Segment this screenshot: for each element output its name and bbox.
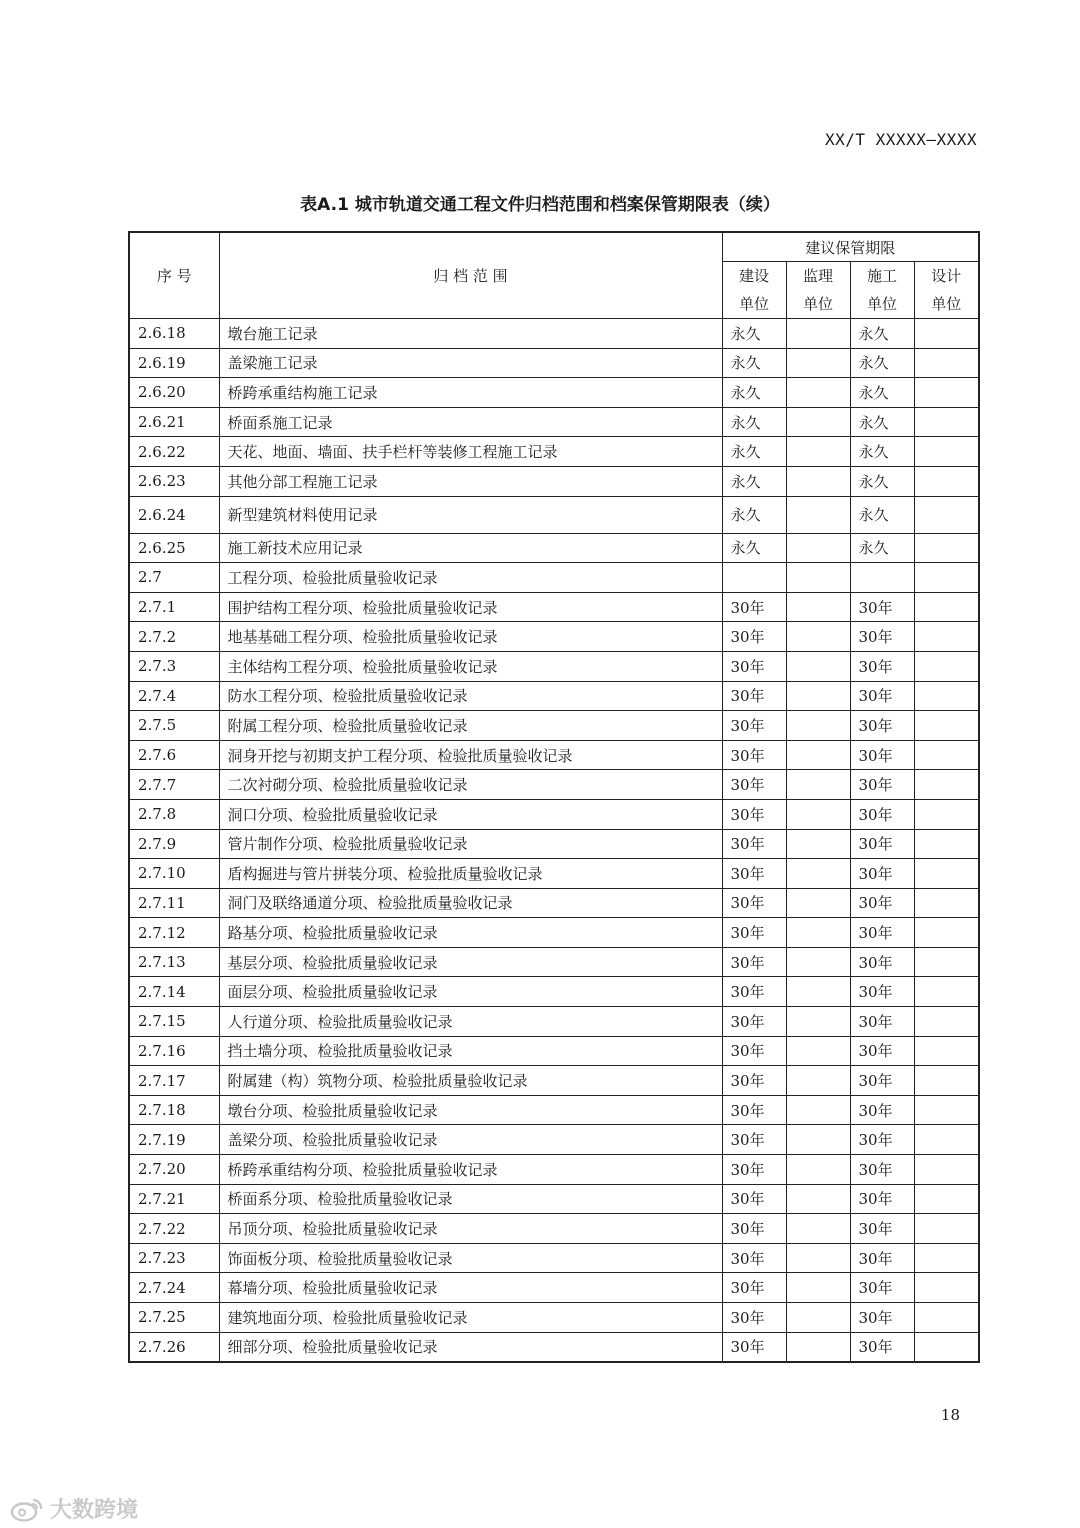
cell-supervision-unit <box>786 1184 850 1214</box>
cell-supervision-unit <box>786 829 850 859</box>
table-row <box>129 711 979 741</box>
cell-supervision-unit <box>786 1066 850 1096</box>
cell-number: 2.7.11 <box>129 888 219 918</box>
cell-scope: 主体结构工程分项、检验批质量验收记录 <box>219 651 722 681</box>
cell-supervision-unit <box>786 681 850 711</box>
cell-scope: 幕墙分项、检验批质量验收记录 <box>219 1273 722 1303</box>
cell-number: 2.7.7 <box>129 770 219 800</box>
cell-design-unit <box>914 1125 979 1155</box>
table-row <box>129 348 979 378</box>
table-row <box>129 533 979 563</box>
cell-supervision-unit <box>786 651 850 681</box>
cell-design-unit <box>914 466 979 496</box>
cell-contractor-unit: 30年 <box>850 1155 914 1185</box>
cell-scope: 洞身开挖与初期支护工程分项、检验批质量验收记录 <box>219 740 722 770</box>
cell-construction-unit: 永久 <box>722 466 786 496</box>
cell-scope: 附属建（构）筑物分项、检验批质量验收记录 <box>219 1066 722 1096</box>
table-row <box>129 799 979 829</box>
cell-design-unit <box>914 711 979 741</box>
cell-supervision-unit <box>786 496 850 533</box>
cell-contractor-unit: 30年 <box>850 740 914 770</box>
cell-scope: 墩台施工记录 <box>219 319 722 349</box>
column-group-retention-period: 建议保管期限 <box>722 232 979 262</box>
cell-design-unit <box>914 319 979 349</box>
column-header-contractor-unit: 施工 单位 <box>850 262 914 319</box>
cell-scope: 施工新技术应用记录 <box>219 533 722 563</box>
cell-scope: 桥跨承重结构分项、检验批质量验收记录 <box>219 1155 722 1185</box>
table-row <box>129 1303 979 1333</box>
cell-scope: 二次衬砌分项、检验批质量验收记录 <box>219 770 722 800</box>
cell-contractor-unit: 永久 <box>850 466 914 496</box>
cell-construction-unit: 30年 <box>722 770 786 800</box>
table-row <box>129 563 979 593</box>
cell-number: 2.6.25 <box>129 533 219 563</box>
cell-construction-unit: 30年 <box>722 1214 786 1244</box>
table-row <box>129 496 979 533</box>
cell-scope: 挡土墙分项、检验批质量验收记录 <box>219 1036 722 1066</box>
cell-contractor-unit: 30年 <box>850 1184 914 1214</box>
cell-number: 2.7.15 <box>129 1007 219 1037</box>
cell-design-unit <box>914 918 979 948</box>
cell-design-unit <box>914 563 979 593</box>
cell-design-unit <box>914 1243 979 1273</box>
cell-number: 2.6.18 <box>129 319 219 349</box>
cell-number: 2.7.20 <box>129 1155 219 1185</box>
cell-contractor-unit: 30年 <box>850 1125 914 1155</box>
cell-design-unit <box>914 1007 979 1037</box>
cell-number: 2.7.1 <box>129 592 219 622</box>
cell-contractor-unit: 30年 <box>850 592 914 622</box>
cell-number: 2.7.8 <box>129 799 219 829</box>
cell-supervision-unit <box>786 563 850 593</box>
cell-design-unit <box>914 437 979 467</box>
cell-contractor-unit: 永久 <box>850 533 914 563</box>
table-row <box>129 740 979 770</box>
cell-contractor-unit: 30年 <box>850 1036 914 1066</box>
cell-number: 2.6.20 <box>129 378 219 408</box>
cell-construction-unit: 永久 <box>722 533 786 563</box>
page-number: 18 <box>940 1406 960 1424</box>
cell-supervision-unit <box>786 622 850 652</box>
cell-number: 2.7 <box>129 563 219 593</box>
cell-contractor-unit: 30年 <box>850 1095 914 1125</box>
cell-scope: 盖梁施工记录 <box>219 348 722 378</box>
cell-supervision-unit <box>786 711 850 741</box>
cell-design-unit <box>914 1273 979 1303</box>
table-row <box>129 1214 979 1244</box>
cell-construction-unit: 30年 <box>722 859 786 889</box>
cell-number: 2.7.19 <box>129 1125 219 1155</box>
cell-construction-unit: 永久 <box>722 378 786 408</box>
cell-supervision-unit <box>786 1303 850 1333</box>
cell-supervision-unit <box>786 947 850 977</box>
cell-design-unit <box>914 651 979 681</box>
watermark-text: 大数跨境 <box>50 1498 139 1523</box>
table-row <box>129 1007 979 1037</box>
cell-supervision-unit <box>786 1243 850 1273</box>
cell-construction-unit: 30年 <box>722 977 786 1007</box>
cell-design-unit <box>914 622 979 652</box>
cell-construction-unit: 30年 <box>722 799 786 829</box>
cell-contractor-unit: 30年 <box>850 770 914 800</box>
cell-construction-unit: 30年 <box>722 711 786 741</box>
cell-contractor-unit: 30年 <box>850 799 914 829</box>
cell-number: 2.7.9 <box>129 829 219 859</box>
cell-supervision-unit <box>786 1095 850 1125</box>
cell-contractor-unit: 永久 <box>850 496 914 533</box>
cell-supervision-unit <box>786 1155 850 1185</box>
cell-construction-unit: 30年 <box>722 651 786 681</box>
cell-supervision-unit <box>786 437 850 467</box>
cell-construction-unit: 永久 <box>722 437 786 467</box>
cell-construction-unit: 永久 <box>722 496 786 533</box>
cell-supervision-unit <box>786 1332 850 1362</box>
cell-construction-unit: 30年 <box>722 1332 786 1362</box>
cell-design-unit <box>914 1214 979 1244</box>
table-title: 表A.1 城市轨道交通工程文件归档范围和档案保管期限表（续） <box>300 195 780 215</box>
cell-design-unit <box>914 1066 979 1096</box>
cell-number: 2.6.19 <box>129 348 219 378</box>
cell-scope: 桥跨承重结构施工记录 <box>219 378 722 408</box>
cell-design-unit <box>914 378 979 408</box>
cell-number: 2.7.26 <box>129 1332 219 1362</box>
cell-construction-unit: 永久 <box>722 407 786 437</box>
cell-supervision-unit <box>786 1125 850 1155</box>
cell-scope: 附属工程分项、检验批质量验收记录 <box>219 711 722 741</box>
cell-design-unit <box>914 592 979 622</box>
cell-design-unit <box>914 1095 979 1125</box>
cell-contractor-unit: 30年 <box>850 681 914 711</box>
cell-supervision-unit <box>786 1036 850 1066</box>
column-header-design-unit: 设计 单位 <box>914 262 979 319</box>
cell-construction-unit: 30年 <box>722 1095 786 1125</box>
cell-construction-unit: 30年 <box>722 1125 786 1155</box>
table-row <box>129 592 979 622</box>
table-row <box>129 1066 979 1096</box>
cell-design-unit <box>914 740 979 770</box>
cell-contractor-unit: 30年 <box>850 859 914 889</box>
cell-contractor-unit: 永久 <box>850 378 914 408</box>
table-row <box>129 1155 979 1185</box>
cell-number: 2.7.12 <box>129 918 219 948</box>
cell-supervision-unit <box>786 859 850 889</box>
cell-contractor-unit: 30年 <box>850 1332 914 1362</box>
cell-number: 2.6.24 <box>129 496 219 533</box>
cell-design-unit <box>914 829 979 859</box>
cell-contractor-unit: 30年 <box>850 888 914 918</box>
table-row <box>129 977 979 1007</box>
cell-number: 2.7.16 <box>129 1036 219 1066</box>
cell-construction-unit: 30年 <box>722 918 786 948</box>
cell-construction-unit: 30年 <box>722 1066 786 1096</box>
cell-contractor-unit: 30年 <box>850 622 914 652</box>
cell-construction-unit: 30年 <box>722 947 786 977</box>
cell-design-unit <box>914 533 979 563</box>
cell-contractor-unit: 30年 <box>850 977 914 1007</box>
cell-design-unit <box>914 1036 979 1066</box>
cell-number: 2.7.2 <box>129 622 219 652</box>
cell-design-unit <box>914 770 979 800</box>
cell-design-unit <box>914 681 979 711</box>
cell-construction-unit: 30年 <box>722 1036 786 1066</box>
cell-construction-unit: 30年 <box>722 1303 786 1333</box>
cell-construction-unit: 30年 <box>722 622 786 652</box>
cell-scope: 桥面系分项、检验批质量验收记录 <box>219 1184 722 1214</box>
cell-contractor-unit: 30年 <box>850 947 914 977</box>
cell-construction-unit: 30年 <box>722 1184 786 1214</box>
cell-scope: 盖梁分项、检验批质量验收记录 <box>219 1125 722 1155</box>
table-row <box>129 1243 979 1273</box>
cell-contractor-unit: 永久 <box>850 348 914 378</box>
cell-scope: 地基基础工程分项、检验批质量验收记录 <box>219 622 722 652</box>
cell-supervision-unit <box>786 592 850 622</box>
cell-design-unit <box>914 407 979 437</box>
table-row <box>129 1273 979 1303</box>
cell-contractor-unit: 30年 <box>850 1066 914 1096</box>
cell-supervision-unit <box>786 466 850 496</box>
table-row <box>129 378 979 408</box>
cell-scope: 基层分项、检验批质量验收记录 <box>219 947 722 977</box>
cell-scope: 洞口分项、检验批质量验收记录 <box>219 799 722 829</box>
cell-number: 2.7.14 <box>129 977 219 1007</box>
cell-scope: 工程分项、检验批质量验收记录 <box>219 563 722 593</box>
cell-supervision-unit <box>786 799 850 829</box>
cell-scope: 吊顶分项、检验批质量验收记录 <box>219 1214 722 1244</box>
cell-contractor-unit: 30年 <box>850 1007 914 1037</box>
cell-design-unit <box>914 1303 979 1333</box>
cell-construction-unit: 30年 <box>722 829 786 859</box>
table-row <box>129 407 979 437</box>
cell-number: 2.7.22 <box>129 1214 219 1244</box>
cell-supervision-unit <box>786 533 850 563</box>
cell-scope: 路基分项、检验批质量验收记录 <box>219 918 722 948</box>
cell-construction-unit: 30年 <box>722 681 786 711</box>
cell-contractor-unit: 30年 <box>850 829 914 859</box>
cell-number: 2.7.5 <box>129 711 219 741</box>
cell-number: 2.7.25 <box>129 1303 219 1333</box>
cell-supervision-unit <box>786 319 850 349</box>
cell-scope: 天花、地面、墙面、扶手栏杆等装修工程施工记录 <box>219 437 722 467</box>
cell-design-unit <box>914 348 979 378</box>
cell-construction-unit: 永久 <box>722 319 786 349</box>
cell-scope: 洞门及联络通道分项、检验批质量验收记录 <box>219 888 722 918</box>
cell-design-unit <box>914 947 979 977</box>
table-row <box>129 622 979 652</box>
table-body <box>129 319 979 1363</box>
table-row <box>129 1184 979 1214</box>
table-row <box>129 319 979 349</box>
column-header-number: 序 号 <box>129 232 219 319</box>
cell-number: 2.7.3 <box>129 651 219 681</box>
cell-design-unit <box>914 799 979 829</box>
cell-scope: 防水工程分项、检验批质量验收记录 <box>219 681 722 711</box>
cell-number: 2.7.10 <box>129 859 219 889</box>
cell-supervision-unit <box>786 740 850 770</box>
cell-scope: 面层分项、检验批质量验收记录 <box>219 977 722 1007</box>
table-row <box>129 1125 979 1155</box>
cell-design-unit <box>914 888 979 918</box>
cell-contractor-unit: 30年 <box>850 651 914 681</box>
column-header-construction-unit: 建设 单位 <box>722 262 786 319</box>
cell-design-unit <box>914 859 979 889</box>
cell-design-unit <box>914 1184 979 1214</box>
cell-scope: 细部分项、检验批质量验收记录 <box>219 1332 722 1362</box>
table-row <box>129 1036 979 1066</box>
table-row <box>129 651 979 681</box>
cell-contractor-unit: 30年 <box>850 1214 914 1244</box>
cell-number: 2.6.21 <box>129 407 219 437</box>
cell-number: 2.7.17 <box>129 1066 219 1096</box>
cell-construction-unit: 30年 <box>722 1273 786 1303</box>
cell-number: 2.6.22 <box>129 437 219 467</box>
cell-number: 2.7.24 <box>129 1273 219 1303</box>
weibo-logo-icon <box>10 1496 44 1522</box>
cell-supervision-unit <box>786 378 850 408</box>
cell-supervision-unit <box>786 1007 850 1037</box>
table-row <box>129 829 979 859</box>
cell-supervision-unit <box>786 977 850 1007</box>
cell-supervision-unit <box>786 888 850 918</box>
cell-contractor-unit <box>850 563 914 593</box>
cell-number: 2.7.21 <box>129 1184 219 1214</box>
cell-construction-unit: 30年 <box>722 1155 786 1185</box>
cell-scope: 盾构掘进与管片拼装分项、检验批质量验收记录 <box>219 859 722 889</box>
cell-contractor-unit: 30年 <box>850 711 914 741</box>
cell-construction-unit: 永久 <box>722 348 786 378</box>
table-row <box>129 859 979 889</box>
table-row <box>129 1332 979 1362</box>
cell-design-unit <box>914 496 979 533</box>
cell-contractor-unit: 永久 <box>850 407 914 437</box>
table-row <box>129 888 979 918</box>
table-row <box>129 1095 979 1125</box>
cell-scope: 墩台分项、检验批质量验收记录 <box>219 1095 722 1125</box>
cell-scope: 人行道分项、检验批质量验收记录 <box>219 1007 722 1037</box>
cell-construction-unit: 30年 <box>722 888 786 918</box>
cell-contractor-unit: 永久 <box>850 319 914 349</box>
cell-supervision-unit <box>786 1214 850 1244</box>
cell-number: 2.7.13 <box>129 947 219 977</box>
cell-contractor-unit: 30年 <box>850 1273 914 1303</box>
cell-contractor-unit: 30年 <box>850 918 914 948</box>
cell-design-unit <box>914 1155 979 1185</box>
table-row <box>129 770 979 800</box>
cell-supervision-unit <box>786 770 850 800</box>
cell-construction-unit: 30年 <box>722 1007 786 1037</box>
table-row <box>129 947 979 977</box>
cell-contractor-unit: 30年 <box>850 1303 914 1333</box>
table-row <box>129 918 979 948</box>
cell-contractor-unit: 永久 <box>850 437 914 467</box>
column-header-supervision-unit: 监理 单位 <box>786 262 850 319</box>
cell-supervision-unit <box>786 407 850 437</box>
table-row <box>129 437 979 467</box>
cell-number: 2.7.4 <box>129 681 219 711</box>
cell-number: 2.7.18 <box>129 1095 219 1125</box>
cell-scope: 桥面系施工记录 <box>219 407 722 437</box>
table-row <box>129 681 979 711</box>
cell-design-unit <box>914 1332 979 1362</box>
cell-supervision-unit <box>786 1273 850 1303</box>
cell-supervision-unit <box>786 918 850 948</box>
cell-design-unit <box>914 977 979 1007</box>
cell-number: 2.7.6 <box>129 740 219 770</box>
archive-retention-table <box>128 231 980 1363</box>
cell-construction-unit: 30年 <box>722 740 786 770</box>
cell-supervision-unit <box>786 348 850 378</box>
column-header-scope: 归 档 范 围 <box>219 232 722 319</box>
cell-construction-unit <box>722 563 786 593</box>
cell-scope: 其他分部工程施工记录 <box>219 466 722 496</box>
cell-number: 2.7.23 <box>129 1243 219 1273</box>
watermark <box>10 1493 138 1524</box>
cell-construction-unit: 30年 <box>722 1243 786 1273</box>
table-row <box>129 466 979 496</box>
cell-number: 2.6.23 <box>129 466 219 496</box>
cell-scope: 饰面板分项、检验批质量验收记录 <box>219 1243 722 1273</box>
document-code: XX/T XXXXX—XXXX <box>825 130 977 149</box>
cell-construction-unit: 30年 <box>722 592 786 622</box>
cell-scope: 管片制作分项、检验批质量验收记录 <box>219 829 722 859</box>
cell-contractor-unit: 30年 <box>850 1243 914 1273</box>
cell-scope: 建筑地面分项、检验批质量验收记录 <box>219 1303 722 1333</box>
cell-scope: 新型建筑材料使用记录 <box>219 496 722 533</box>
cell-scope: 围护结构工程分项、检验批质量验收记录 <box>219 592 722 622</box>
